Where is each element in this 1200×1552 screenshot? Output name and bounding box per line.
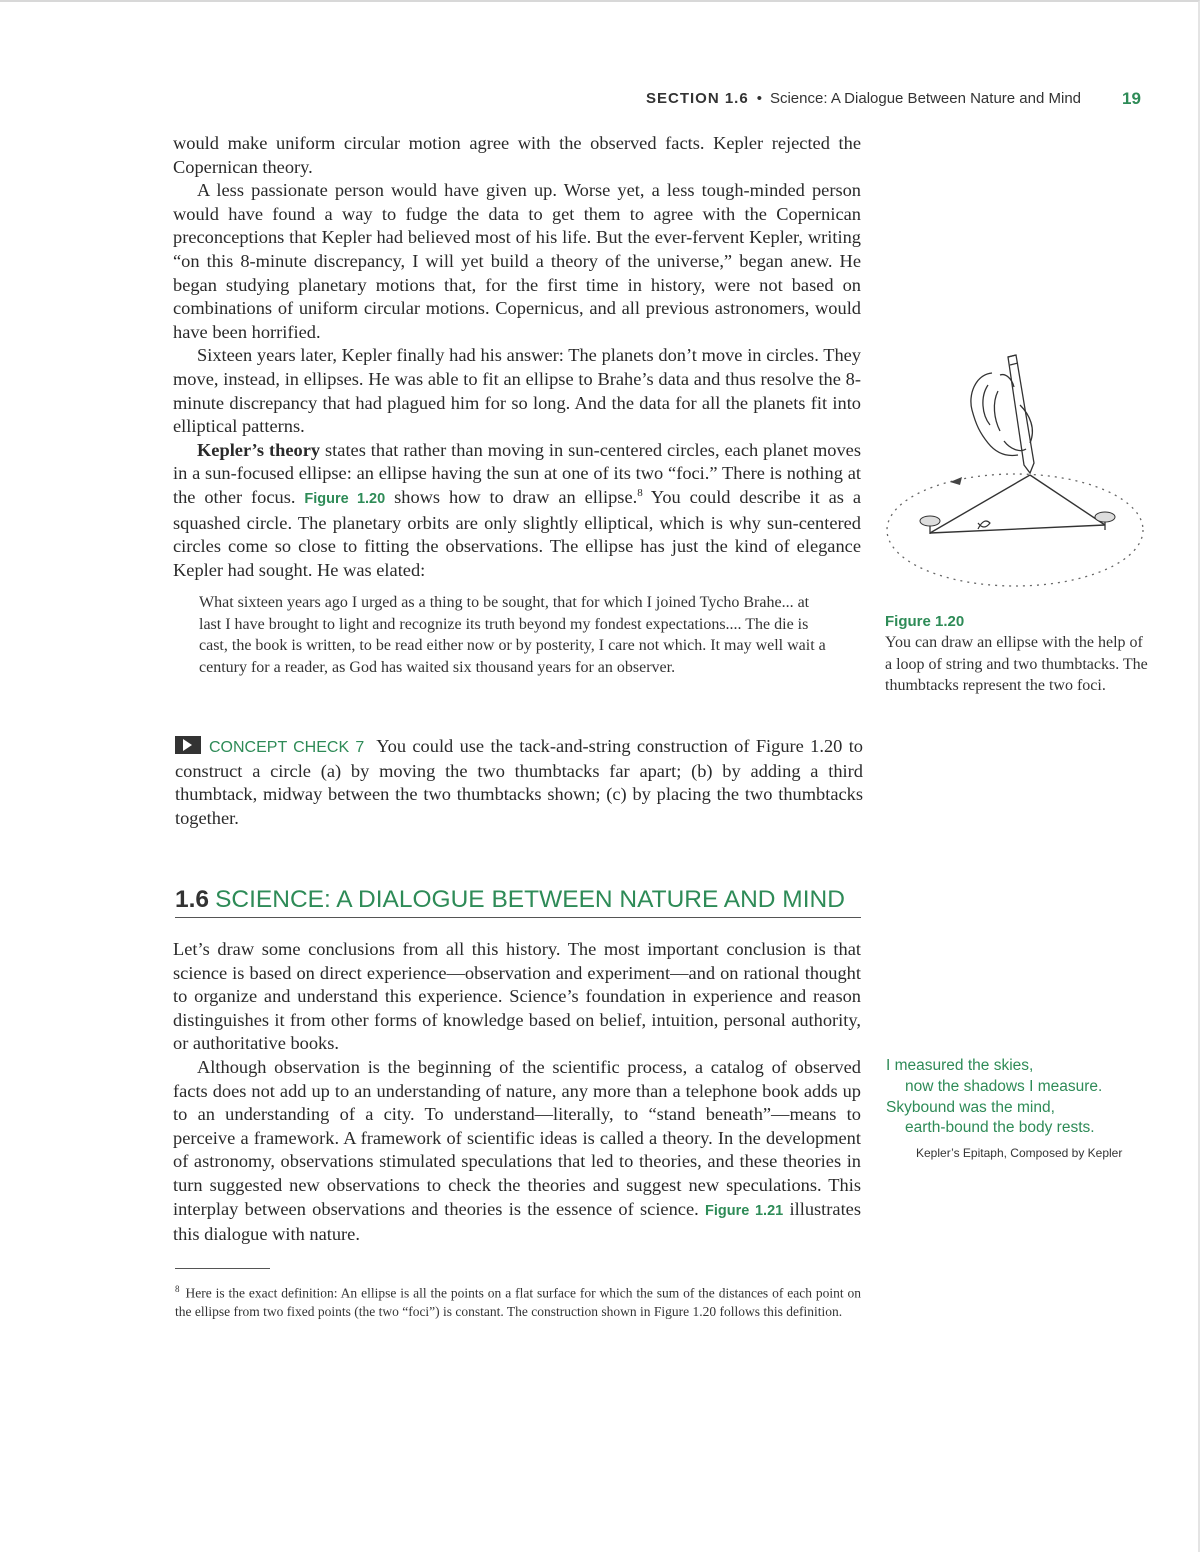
footnote — [175, 1280, 861, 1321]
epitaph — [886, 1056, 1166, 1164]
figure-label: Figure 1.20 — [885, 613, 965, 630]
section-title: SCIENCE: A DIALOGUE BETWEEN NATURE AND MIND — [215, 886, 845, 913]
string-knot — [978, 521, 990, 529]
footnote-divider — [175, 1268, 270, 1269]
paragraph — [173, 1056, 861, 1247]
term-keplers-theory: Kepler’s theory — [197, 439, 321, 460]
figure-caption — [885, 612, 1150, 697]
epitaph-line: earth-bound the body rests. — [905, 1119, 1095, 1137]
paragraph: A less passionate person would have given up. Worse yet, a less tough-minded person would have found a way to fudge the data to get them to agree with the Copernican preconceptions that Kepler had believed most of his life. But the ever-fervent Kepler, writing “on this 8-minute discrepancy, I will yet build a theory of the universe,” began anew. He began studying planetary motions that, for the first time in history, were not based on combinations of uniform circular motions. Copernicus, and all previous astronomers, would have been horrified. — [173, 180, 861, 342]
running-head-bullet: • — [756, 90, 762, 107]
figure-reference-link[interactable]: Figure 1.21 — [704, 1202, 784, 1219]
body-text-bottom — [173, 938, 861, 1247]
paragraph: Let’s draw some conclusions from all this history. The most important conclusion is that science is based on direct experience—observation and experiment—and on rational thought to organize and understand this experience. Science’s foundation in experience and reason distinguishes it from other forms of knowledge based on belief, intuition, personal authority, or authoritative books. — [173, 939, 861, 1054]
figure-reference-link[interactable]: Figure 1.20 — [304, 490, 386, 507]
paragraph-text: You could describe it as a squashed circle. The planetary orbits are only slightly elliptical, which is why sun-centered circles come so close to fitting the observations. The ellipse has just the kind of elegance Kepler had sought. He was elated: — [173, 486, 862, 580]
concept-check-text: You could use the tack-and-string construction of Figure 1.20 to construct a circle (a) by moving the two thumbtacks far apart; (b) by adding a third thumbtack, midway between the two thumbtacks shown; (c) by placing the two thumbtacks together. — [175, 736, 863, 828]
epitaph-attribution: Kepler’s Epitaph, Composed by Kepler — [916, 1146, 1123, 1161]
running-head-title: Science: A Dialogue Between Nature and Mind — [769, 90, 1081, 107]
thumbtack-left-icon — [920, 516, 940, 526]
footnote-text: Here is the exact definition: An ellipse is all the points on a flat surface for which the sum of the distances of each point on the ellipse from two fixed points (the two “foci”) is constant. The construction shown in Figure 1.20 follows this definition. — [175, 1285, 861, 1319]
paragraph: would make uniform circular motion agree with the observed facts. Kepler rejected the Copernican theory. — [173, 133, 861, 177]
running-head — [646, 90, 1146, 107]
paragraph-text: shows how to draw an ellipse. — [385, 486, 638, 507]
footnote-marker[interactable]: 8 — [637, 486, 643, 499]
section-heading — [175, 886, 861, 918]
thumbtack-right-icon — [1095, 512, 1115, 522]
paragraph-text: Although observation is the beginning of the scientific process, a catalog of observed facts does not add up to an understanding of nature, any more than a telephone book adds up to an understanding of a city. To understand—literally, to “stand beneath”—means to perceive a framework. A framework of scientific ideas is called a theory. In the development of astronomy, observations stimulated speculations that led to theories, and these theories in turn suggested new observations to check the theories and suggest new speculations. This interplay between observations and theories is the essence of science. — [173, 1056, 861, 1219]
page-number: 19 — [1122, 89, 1141, 108]
concept-check — [175, 735, 863, 830]
epitaph-line: Skybound was the mind, — [886, 1098, 1055, 1116]
paragraph: Sixteen years later, Kepler finally had his answer: The planets don’t move in circles. They move, instead, in ellipses. He was able to fit an ellipse to Brahe’s data and thus resolve the 8-minute discrepancy that had plagued him for so long. And the data for all the planets fit into elliptical patterns. — [173, 345, 861, 437]
block-quote: What sixteen years ago I urged as a thing to be sought, that for which I joined Tycho Brahe... at last I have brought to light and recognize its truth beyond my fondest expectations.... The die is cast, the book is written, to be read either now or by posterity, I care not which. It may well wait a century for a reader, as God has waited six thousand years for an observer. — [199, 594, 826, 677]
figure-ellipse-drawing — [880, 345, 1150, 595]
string-base — [930, 525, 1105, 533]
paragraph-text: states that rather than moving in sun-centered circles, each planet moves in a sun-focused ellipse: an ellipse having the sun at one of its two “foci.” There is nothing at the other focus. — [173, 439, 862, 507]
paragraph — [173, 439, 861, 583]
hand-with-pencil-icon — [971, 355, 1034, 473]
figure-caption-text: You can draw an ellipse with the help of a loop of string and two thumbtacks. The thumbtacks represent the two foci. — [885, 634, 1148, 694]
running-head-section: SECTION 1.6 — [646, 90, 749, 107]
arrow-right-icon — [175, 736, 201, 754]
string-right — [1030, 475, 1105, 525]
epitaph-line: I measured the skies, — [886, 1057, 1034, 1074]
footnote-number: 8 — [175, 1284, 180, 1294]
body-text-top — [173, 132, 861, 582]
concept-check-label: CONCEPT CHECK 7 — [209, 739, 365, 756]
section-number: 1.6 — [175, 886, 210, 913]
paragraph-text: illustrates this dialogue with nature. — [173, 1198, 861, 1245]
epitaph-line: now the shadows I measure. — [905, 1077, 1103, 1095]
